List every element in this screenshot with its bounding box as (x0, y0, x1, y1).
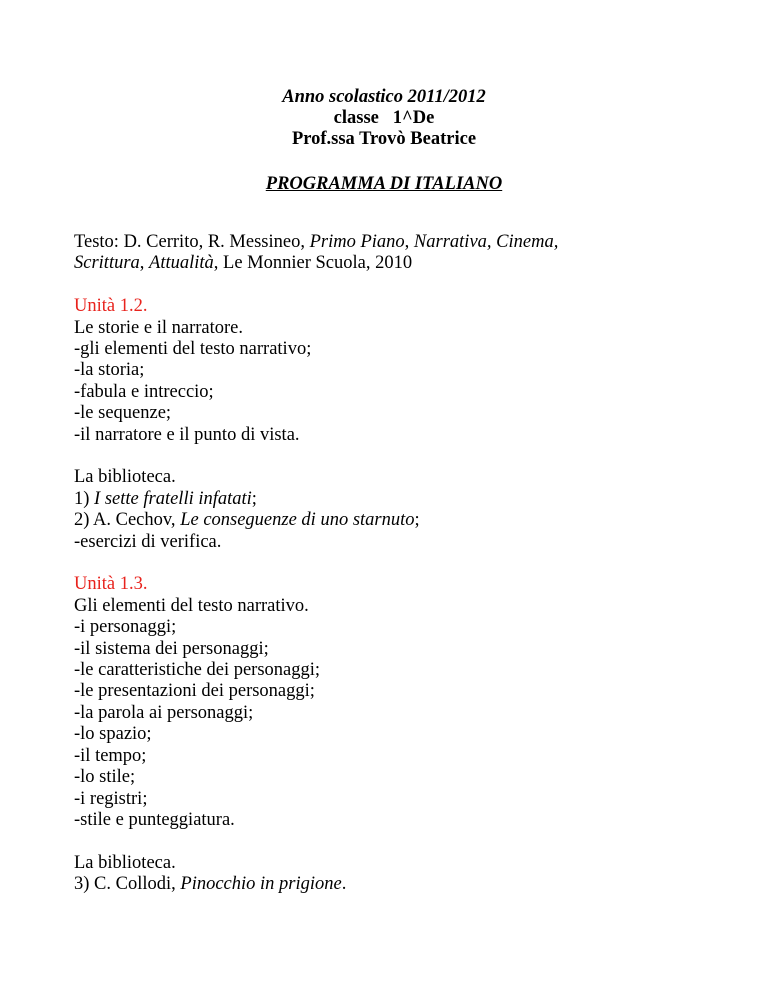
unit-heading-1-3: Unità 1.3. (74, 574, 148, 595)
textbook-title-1: Primo Piano (309, 232, 405, 252)
reading-1 (74, 489, 734, 510)
list-item: -le presentazioni dei personaggi; (74, 681, 315, 702)
reading-2 (74, 510, 734, 531)
textbook-line-2 (74, 253, 734, 274)
reading-end: ; (251, 488, 257, 509)
list-item: -le caratteristiche dei personaggi; (74, 660, 321, 681)
document-body (74, 232, 734, 896)
list-item: -lo spazio; (74, 724, 152, 745)
spacer (74, 446, 734, 467)
list-item: -il sistema dei personaggi; (74, 638, 269, 659)
library-heading-1: La biblioteca. (74, 467, 176, 488)
textbook-suffix: , Le Monnier Scuola, 2010 (213, 253, 413, 274)
list-item: -le sequenze; (74, 403, 172, 424)
list-item: -lo stile; (74, 767, 136, 788)
reading-num: 2) A. Cechov, (74, 510, 181, 531)
reading-title: Le conseguenze di uno starnuto (180, 510, 415, 531)
reading-title: Pinocchio in prigione (180, 874, 342, 895)
school-year: Anno scolastico 2011/2012 (282, 87, 486, 107)
list-item: -i personaggi; (74, 617, 177, 638)
textbook-title-3: Scrittura (74, 253, 140, 274)
textbook-line-1 (74, 232, 734, 253)
list-item: -la parola ai personaggi; (74, 702, 254, 723)
textbook-title-2: Narrativa, Cinema, (413, 232, 559, 252)
textbook-prefix: Testo: D. Cerrito, R. Messineo, (74, 232, 310, 252)
list-item: -stile e punteggiatura. (74, 809, 235, 830)
list-item: -il tempo; (74, 745, 147, 766)
reading-num: 3) C. Collodi, (74, 874, 181, 895)
spacer (74, 275, 734, 296)
class-name: classe 1^De (333, 108, 435, 128)
list-item: -i registri; (74, 788, 148, 809)
reading-title: I sette fratelli infatati (94, 488, 252, 509)
reading-end: ; (414, 510, 420, 531)
reading-end: . (341, 874, 347, 895)
document-title: PROGRAMMA DI ITALIANO (265, 174, 503, 194)
textbook-sep-2: , (139, 253, 150, 274)
list-item: -il narratore e il punto di vista. (74, 424, 300, 445)
list-item: -fabula e intreccio; (74, 381, 214, 402)
library-heading-2: La biblioteca. (74, 852, 176, 873)
reading-num: 1) (74, 488, 95, 509)
spacer (74, 553, 734, 574)
textbook-sep-1: , (404, 232, 414, 252)
document-header (0, 87, 768, 150)
exercise-line: -esercizi di verifica. (74, 531, 222, 552)
unit-topic-1-2: Le storie e il narratore. (74, 317, 243, 338)
spacer (74, 831, 734, 852)
unit-topic-1-3: Gli elementi del testo narrativo. (74, 595, 309, 616)
list-item: -gli elementi del testo narrativo; (74, 339, 312, 360)
unit-heading-1-2: Unità 1.2. (74, 296, 148, 317)
list-item: -la storia; (74, 360, 145, 381)
textbook-title-4: Attualità (149, 253, 214, 274)
teacher-name: Prof.ssa Trovò Beatrice (291, 129, 477, 149)
reading-3 (74, 874, 734, 895)
